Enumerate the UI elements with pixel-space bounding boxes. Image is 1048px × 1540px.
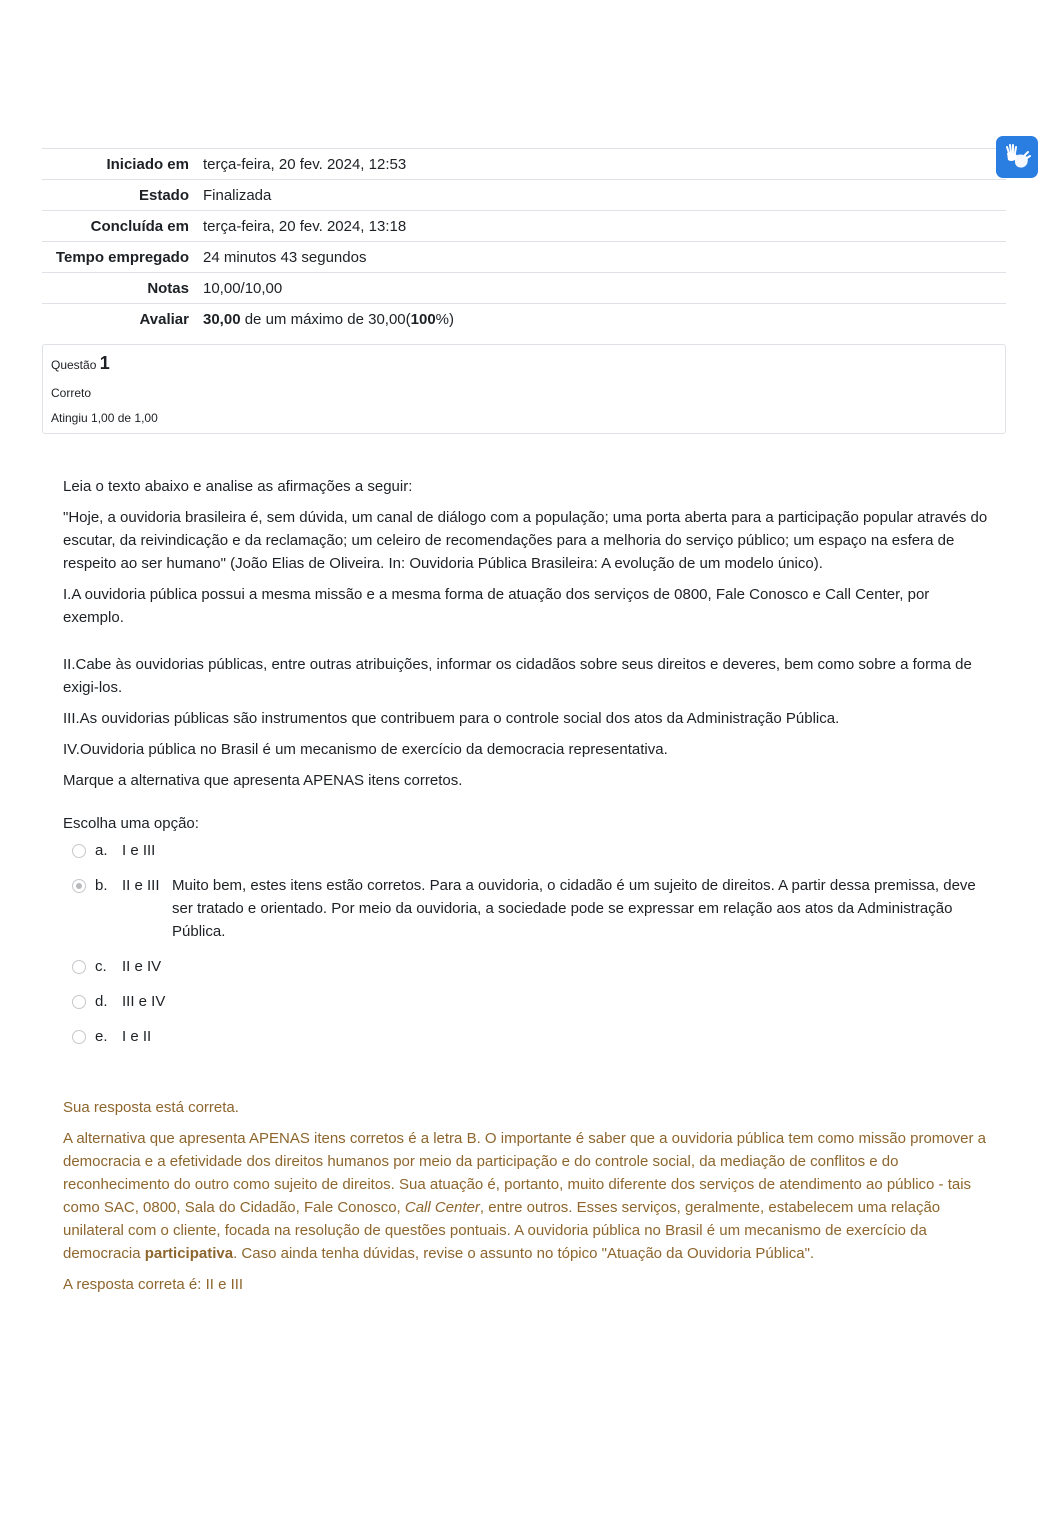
- answer-options: [63, 839, 993, 1048]
- option-c[interactable]: [63, 955, 993, 978]
- accessibility-libras-button[interactable]: [996, 136, 1038, 178]
- specific-feedback: Sua resposta está correta.: [63, 1099, 239, 1116]
- question-intro: Leia o texto abaixo e analise as afirmações a seguir:: [63, 478, 413, 495]
- option-text: II e IV: [122, 958, 162, 975]
- summary-value: Finalizada: [203, 187, 272, 204]
- summary-row-grade: [42, 304, 1006, 335]
- question-outcome: [63, 1096, 993, 1304]
- option-letter: d.: [95, 993, 108, 1010]
- statement-4: IV.Ouvidoria pública no Brasil é um mecanismo de exercício da democracia representativa.: [63, 741, 668, 758]
- question-grade: Atingiu 1,00 de 1,00: [51, 411, 158, 425]
- question-state: Correto: [51, 386, 92, 400]
- radio-option-a[interactable]: [72, 844, 86, 858]
- statement-1: I.A ouvidoria pública possui a mesma missão e a mesma forma de atuação dos serviços de 0800, Fale Conosco e Call Center, por exemplo.: [63, 586, 930, 626]
- option-b[interactable]: [63, 874, 993, 943]
- summary-label: Tempo empregado: [55, 249, 189, 266]
- summary-row-completed: [42, 211, 1006, 242]
- option-e[interactable]: [63, 1025, 993, 1048]
- summary-row-started: [42, 149, 1006, 180]
- option-a[interactable]: [63, 839, 993, 862]
- quiz-summary-table: [42, 148, 1006, 334]
- question-content: [63, 475, 993, 1060]
- summary-row-state: [42, 180, 1006, 211]
- summary-label: Avaliar: [139, 311, 189, 328]
- option-letter: b.: [95, 877, 108, 894]
- option-text: III e IV: [122, 993, 166, 1010]
- answer-prompt: Escolha uma opção:: [63, 815, 199, 832]
- radio-option-c[interactable]: [72, 960, 86, 974]
- summary-label: Concluída em: [90, 218, 189, 235]
- summary-label: Iniciado em: [106, 156, 189, 173]
- summary-value: 24 minutos 43 segundos: [203, 249, 367, 266]
- question-instruction: Marque a alternativa que apresenta APENAS itens corretos.: [63, 772, 463, 789]
- question-info-box: [42, 344, 1006, 434]
- summary-value: 30,00 de um máximo de 30,00(100%): [203, 311, 455, 328]
- question-number: Questão 1: [51, 353, 110, 373]
- option-letter: a.: [95, 842, 108, 859]
- summary-label: Notas: [147, 280, 189, 297]
- summary-row-time-taken: [42, 242, 1006, 273]
- summary-value: terça-feira, 20 fev. 2024, 12:53: [203, 156, 407, 173]
- option-letter: e.: [95, 1028, 108, 1045]
- summary-label: Estado: [138, 187, 189, 204]
- option-feedback: Muito bem, estes itens estão corretos. Para a ouvidoria, o cidadão é um sujeito de direitos. A partir dessa premissa, deve ser tratado e orientado. Por meio da ouvidoria, a sociedade pode se expressar em relação aos atos da Administração Pública.: [172, 877, 976, 940]
- radio-option-b-selected[interactable]: [72, 879, 86, 893]
- radio-option-d[interactable]: [72, 995, 86, 1009]
- summary-value: 10,00/10,00: [203, 280, 283, 297]
- right-answer: A resposta correta é: II e III: [63, 1276, 244, 1293]
- libras-hands-icon: [1003, 144, 1031, 170]
- option-text: I e III: [122, 842, 156, 859]
- general-feedback: A alternativa que apresenta APENAS itens corretos é a letra B. O importante é saber que a ouvidoria pública tem como missão promover a democracia e a efetividade dos direitos humanos por meio da participação e do controle social, da mediação de conflitos e do reconhecimento do outro como sujeito de direitos. Sua atuação é, portanto, muito diferente dos serviços de atendimento ao público - tais como SAC, 0800, Sala do Cidadão, Fale Conosco, Call Center, entre outros. Esses serviços, geralmente, estabelecem uma relação unilateral com o cliente, focada na resolução de questões pontuais. A ouvidoria pública no Brasil é um mecanismo de exercício da democracia participativa. Caso ainda tenha dúvidas, revise o assunto no tópico "Atuação da Ouvidoria Pública".: [63, 1130, 986, 1262]
- radio-option-e[interactable]: [72, 1030, 86, 1044]
- option-text: I e II: [122, 1028, 152, 1045]
- option-text: II e III: [122, 877, 160, 894]
- question-quote: "Hoje, a ouvidoria brasileira é, sem dúvida, um canal de diálogo com a população; uma porta aberta para a participação popular através do escutar, da reivindicação e da reclamação; um celeiro de recomendações para a melhoria do serviço público; um espaço na esfera de respeito ao ser humano" (João Elias de Oliveira. In: Ouvidoria Pública Brasileira: A evolução de um modelo único).: [63, 509, 988, 572]
- summary-value: terça-feira, 20 fev. 2024, 13:18: [203, 218, 407, 235]
- option-letter: c.: [95, 958, 107, 975]
- statement-3: III.As ouvidorias públicas são instrumentos que contribuem para o controle social dos atos da Administração Pública.: [63, 710, 840, 727]
- statement-2: II.Cabe às ouvidorias públicas, entre outras atribuições, informar os cidadãos sobre seus direitos e deveres, bem como sobre a forma de exigi-los.: [63, 656, 972, 696]
- summary-row-marks: [42, 273, 1006, 304]
- option-d[interactable]: [63, 990, 993, 1013]
